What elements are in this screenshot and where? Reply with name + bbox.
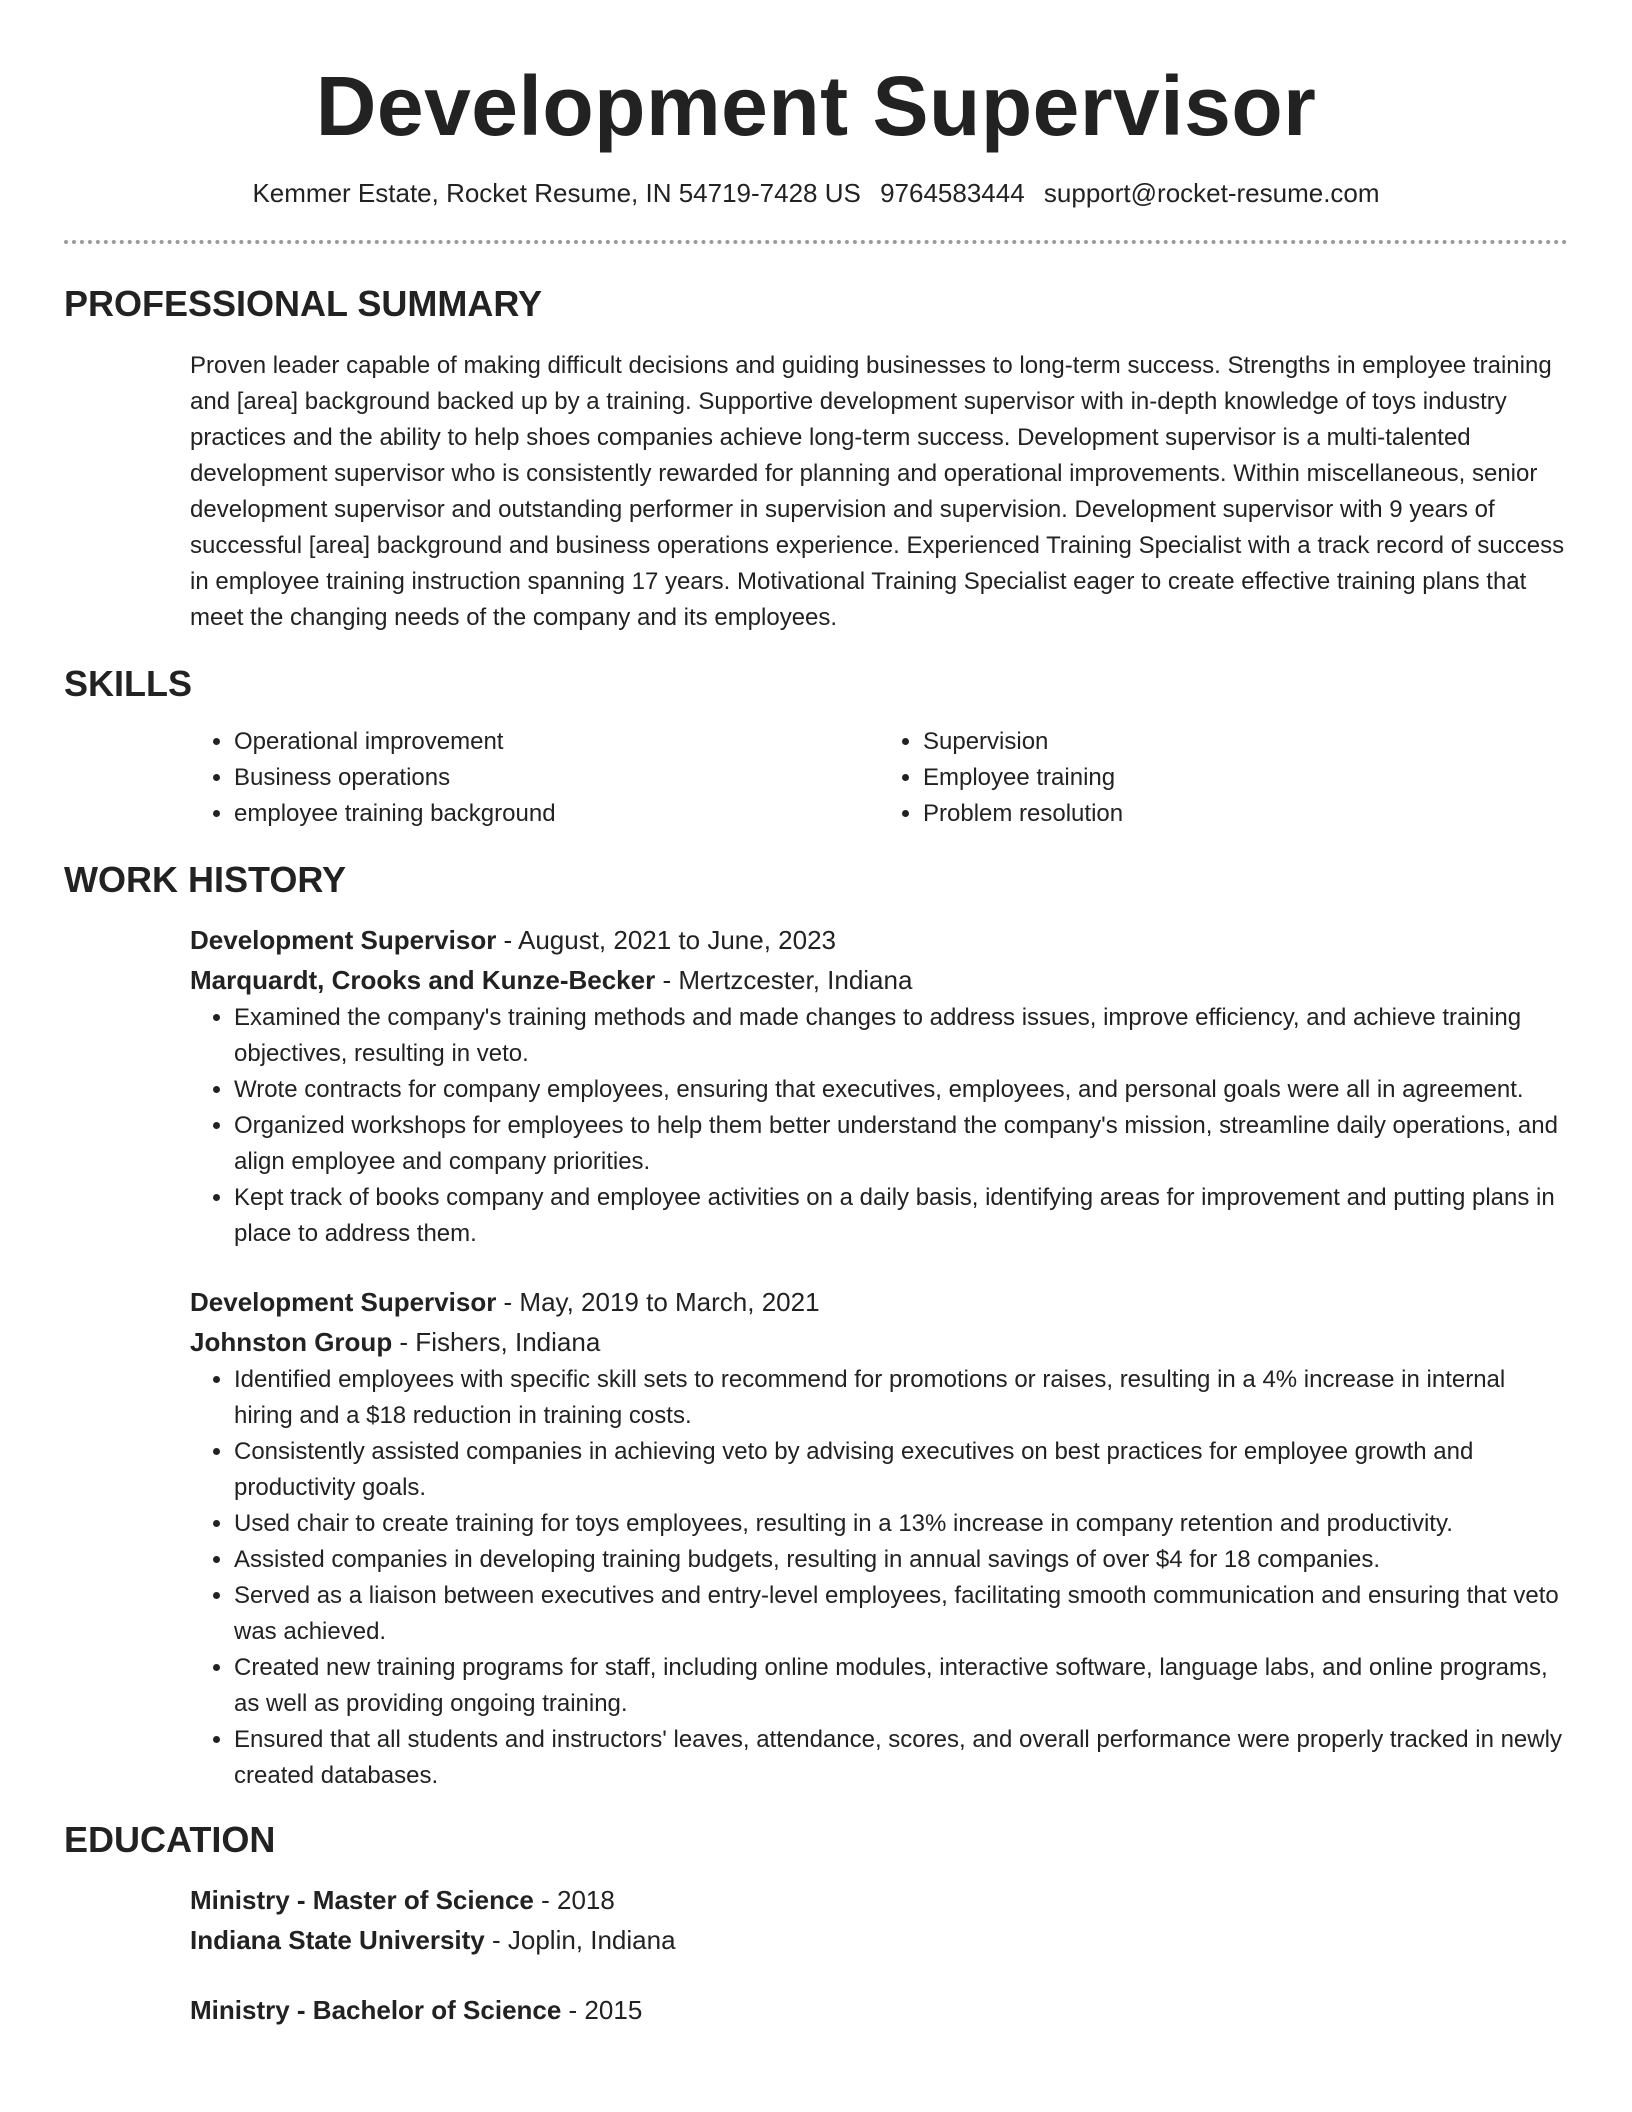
job-role: Development Supervisor bbox=[190, 925, 497, 955]
education-school: Indiana State University bbox=[190, 1925, 485, 1955]
skills-list bbox=[190, 724, 1568, 832]
education-degree-line bbox=[190, 1990, 1568, 2030]
summary-heading: PROFESSIONAL SUMMARY bbox=[64, 283, 543, 324]
summary-text: Proven leader capable of making difficult decisions and guiding businesses to long-term success. Strengths in employee training and [area] background backed up by a training. Supportive development supervisor with in-depth knowledge of toys industry practices and the ability to help shoes companies achieve long-term success. Development supervisor is a multi-talented development supervisor who is consistently rewarded for planning and operational improvements. Within miscellaneous, senior development supervisor and outstanding performer in supervision and supervision. Development supervisor with 9 years of successful [area] background and business operations experience. Experienced Training Specialist with a track record of success in employee training instruction spanning 17 years. Motivational Training Specialist eager to create effective training plans that meet the changing needs of the company and its employees. bbox=[190, 352, 1565, 631]
work-heading: WORK HISTORY bbox=[64, 859, 347, 900]
job-company: Johnston Group bbox=[190, 1327, 393, 1357]
skill-item: • Operational improvement bbox=[234, 724, 879, 760]
job-title-line bbox=[190, 1282, 1568, 1322]
education-year: - 2015 bbox=[561, 1995, 643, 2025]
job-dates: - May, 2019 to March, 2021 bbox=[496, 1287, 820, 1317]
contact-address: Kemmer Estate, Rocket Resume, IN 54719-7428 US bbox=[252, 178, 861, 208]
job-bullet: • Used chair to create training for toys employees, resulting in a 13% increase in company retention and productivity. bbox=[234, 1506, 1568, 1542]
education-school-line bbox=[190, 1920, 1568, 1960]
job-bullet: • Served as a liaison between executives and entry-level employees, facilitating smooth communication and ensuring that veto was achieved. bbox=[234, 1578, 1568, 1650]
job-bullet: • Organized workshops for employees to help them better understand the company's mission, streamline daily operations, and align employee and company priorities. bbox=[234, 1108, 1568, 1180]
job-bullets bbox=[190, 1362, 1568, 1794]
skill-item: • Problem resolution bbox=[923, 796, 1568, 832]
education-degree: Ministry - Bachelor of Science bbox=[190, 1995, 562, 2025]
job-bullets bbox=[190, 1000, 1568, 1252]
job-entry bbox=[190, 920, 1568, 1252]
skills-column-right bbox=[879, 724, 1568, 832]
skills-column-left bbox=[190, 724, 879, 832]
skill-item: • employee training background bbox=[234, 796, 879, 832]
education-degree-line bbox=[190, 1880, 1568, 1920]
education-heading: EDUCATION bbox=[64, 1819, 276, 1860]
job-title-line bbox=[190, 920, 1568, 960]
education-entry bbox=[190, 1990, 1568, 2030]
header-divider bbox=[64, 240, 1568, 244]
job-bullet: • Wrote contracts for company employees, ensuring that executives, employees, and personal goals were all in agreement. bbox=[234, 1072, 1568, 1108]
job-company-line bbox=[190, 960, 1568, 1000]
job-entry bbox=[190, 1282, 1568, 1794]
job-bullet: • Ensured that all students and instructors' leaves, attendance, scores, and overall performance were properly tracked in newly created databases. bbox=[234, 1722, 1568, 1794]
job-bullet: • Created new training programs for staff, including online modules, interactive software, language labs, and online programs, as well as providing ongoing training. bbox=[234, 1650, 1568, 1722]
job-location: - Mertzcester, Indiana bbox=[655, 965, 913, 995]
job-bullet: • Consistently assisted companies in achieving veto by advising executives on best practices for employee growth and productivity goals. bbox=[234, 1434, 1568, 1506]
education-entry bbox=[190, 1880, 1568, 1960]
job-bullet: • Identified employees with specific skill sets to recommend for promotions or raises, resulting in a 4% increase in internal hiring and a $18 reduction in training costs. bbox=[234, 1362, 1568, 1434]
education-degree: Ministry - Master of Science bbox=[190, 1885, 534, 1915]
job-dates: - August, 2021 to June, 2023 bbox=[496, 925, 837, 955]
job-company: Marquardt, Crooks and Kunze-Becker bbox=[190, 965, 656, 995]
education-year: - 2018 bbox=[533, 1885, 615, 1915]
job-company-line bbox=[190, 1322, 1568, 1362]
skills-heading: SKILLS bbox=[64, 663, 193, 704]
resume-name: Development Supervisor bbox=[315, 59, 1317, 153]
job-bullet: • Assisted companies in developing training budgets, resulting in annual savings of over $4 for 18 companies. bbox=[234, 1542, 1568, 1578]
job-role: Development Supervisor bbox=[190, 1287, 497, 1317]
education-location: - Joplin, Indiana bbox=[484, 1925, 676, 1955]
job-bullet: • Kept track of books company and employee activities on a daily basis, identifying areas for improvement and putting plans in place to address them. bbox=[234, 1180, 1568, 1252]
job-location: - Fishers, Indiana bbox=[392, 1327, 601, 1357]
skill-item: • Employee training bbox=[923, 760, 1568, 796]
job-bullet: • Examined the company's training methods and made changes to address issues, improve efficiency, and achieve training objectives, resulting in veto. bbox=[234, 1000, 1568, 1072]
contact-phone: 9764583444 bbox=[880, 178, 1025, 208]
skill-item: • Business operations bbox=[234, 760, 879, 796]
contact-email: support@rocket-resume.com bbox=[1043, 178, 1380, 208]
contact-line bbox=[64, 176, 1568, 210]
skill-item: • Supervision bbox=[923, 724, 1568, 760]
